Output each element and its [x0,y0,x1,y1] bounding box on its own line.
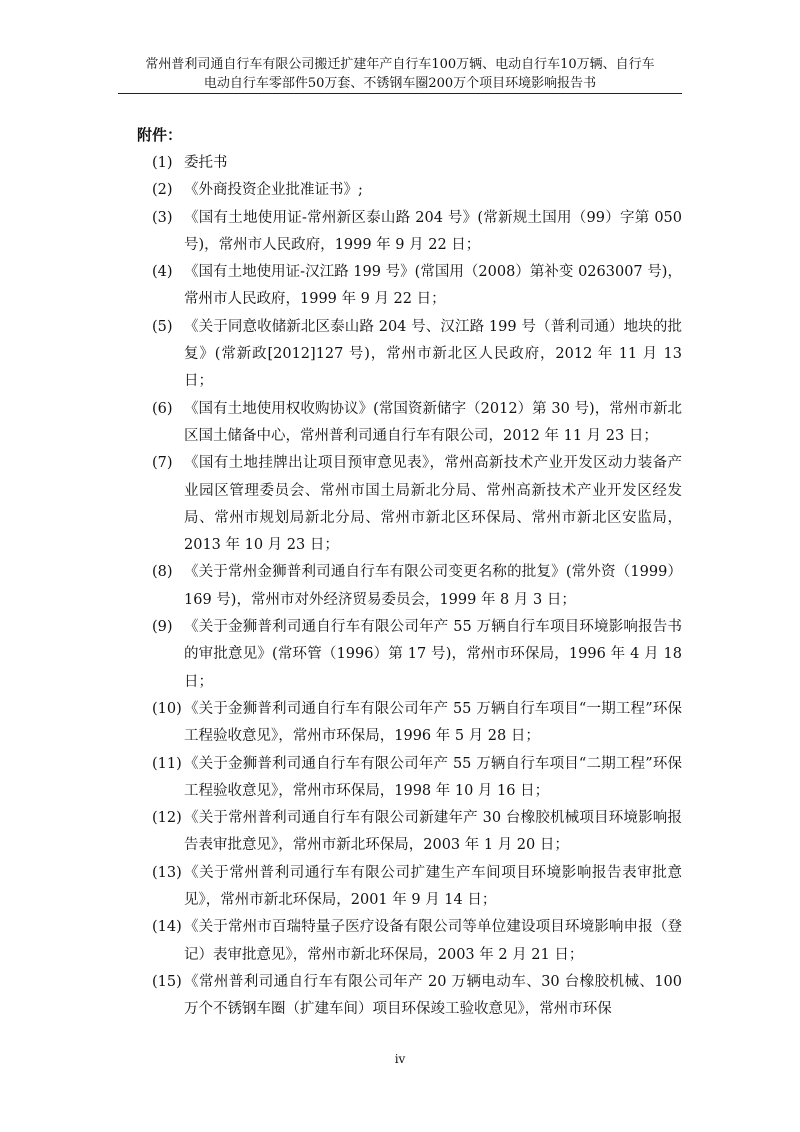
item-text: 《国有土地使用证-汉江路 199 号》(常国用（2008）第补变 0263007 号)，常州市人民政府，1999 年 9 月 22 日； [184,264,682,308]
header-line-1: 常州普利司通自行车有限公司搬迁扩建年产自行车100万辆、电动自行车10万辆、自行车 [145,57,655,72]
item-text: 《关于同意收储新北区泰山路 204 号、汉江路 199 号（普利司通）地块的批复》(常新政[2012]127 号)，常州市新北区人民政府，2012 年 11 月 13 日； [184,318,682,390]
item-text: 《外商投资企业批准证书》; [184,182,363,199]
item-number: (12) [152,810,182,827]
attachment-item [152,314,682,396]
attachment-item [152,751,682,806]
item-number: (8) [152,564,173,581]
item-text: 《关于金狮普利司通自行车有限公司年产 55 万辆自行车项目“一期工程”环保工程验收意见》，常州市环保局，1996 年 5 月 28 日； [184,700,682,745]
item-text: 《关于常州普利司通行车有限公司扩建生产车间项目环境影响报告表审批意见》，常州市新北环保局，2001 年 9 月 14 日； [184,864,682,909]
item-text: 委托书 [184,155,228,171]
attachment-item [152,696,682,751]
item-number: (15) [152,973,182,990]
attachment-item [152,860,682,915]
item-text: 《国有土地使用证-常州新区泰山路 204 号》(常新规土国用（99）字第 050 号)，常州市人民政府，1999 年 9 月 22 日； [184,209,682,253]
item-number: (2) [152,182,173,199]
attachment-item [152,396,682,451]
attachment-item [152,177,682,204]
item-text: 《国有土地挂牌出让项目预审意见表》，常州高新技术产业开发区动力装备产业园区管理委员会、常州市国土局新北分局、常州高新技术产业开发区经发局、常州市规划局新北分局、常州市新北区环保局、常州市新北区安监局，2013 年 10 月 23 日； [184,455,682,554]
attachment-item [152,559,682,614]
item-number: (9) [152,619,173,636]
item-number: (4) [152,264,173,281]
attachment-item [152,150,682,177]
item-text: 《关于常州市百瑞特量子医疗设备有限公司等单位建设项目环境影响申报（登记）表审批意见》，常州市新北环保局，2003 年 2 月 21 日； [184,919,682,963]
item-text: 《关于金狮普利司通自行车有限公司年产 55 万辆自行车项目“二期工程”环保工程验收意见》，常州市环保局，1998 年 10 月 16 日； [184,755,682,799]
attachment-item [152,259,682,314]
item-number: (10) [152,700,182,717]
item-text: 《关于常州普利司通自行车有限公司新建年产 30 台橡胶机械项目环境影响报告表审批意见》，常州市新北环保局，2003 年 1 月 20 日； [184,810,682,854]
item-number: (6) [152,400,173,417]
page-number: iv [394,1052,406,1066]
item-number: (1) [152,155,173,171]
item-number: (13) [152,864,182,881]
attachment-item [152,914,682,969]
item-number: (5) [152,318,173,335]
attachment-item [152,969,682,1024]
document-header [118,55,682,93]
attachment-item [152,450,682,559]
attachment-item [152,805,682,860]
item-number: (3) [152,209,173,226]
header-divider [118,93,682,94]
item-text: 《常州普利司通自行车有限公司年产 20 万辆电动车、30 台橡胶机械、100 万个不锈钢车圈（扩建车间）项目环保竣工验收意见》，常州市环保 [184,973,682,1018]
header-line-2: 电动自行车零部件50万套、不锈钢车圈200万个项目环境影响报告书 [203,76,597,91]
attachment-item [152,205,682,260]
attachments-title: 附件： [137,126,183,144]
item-number: (7) [152,455,173,472]
item-text: 《关于金狮普利司通自行车有限公司年产 55 万辆自行车项目环境影响报告书的审批意见》(常环管（1996）第 17 号)，常州市环保局，1996 年 4 月 18 日； [184,619,682,690]
item-text: 《关于常州金狮普利司通自行车有限公司变更名称的批复》(常外资（1999）169 号)，常州市对外经济贸易委员会，1999 年 8 月 3 日； [184,564,682,608]
item-number: (14) [152,919,182,936]
item-number: (11) [152,755,182,772]
attachment-list [152,150,682,1024]
item-text: 《国有土地使用权收购协议》(常国资新储字（2012）第 30 号)，常州市新北区国土储备中心，常州普利司通自行车有限公司，2012 年 11 月 23 日； [184,400,682,444]
attachment-item [152,614,682,696]
